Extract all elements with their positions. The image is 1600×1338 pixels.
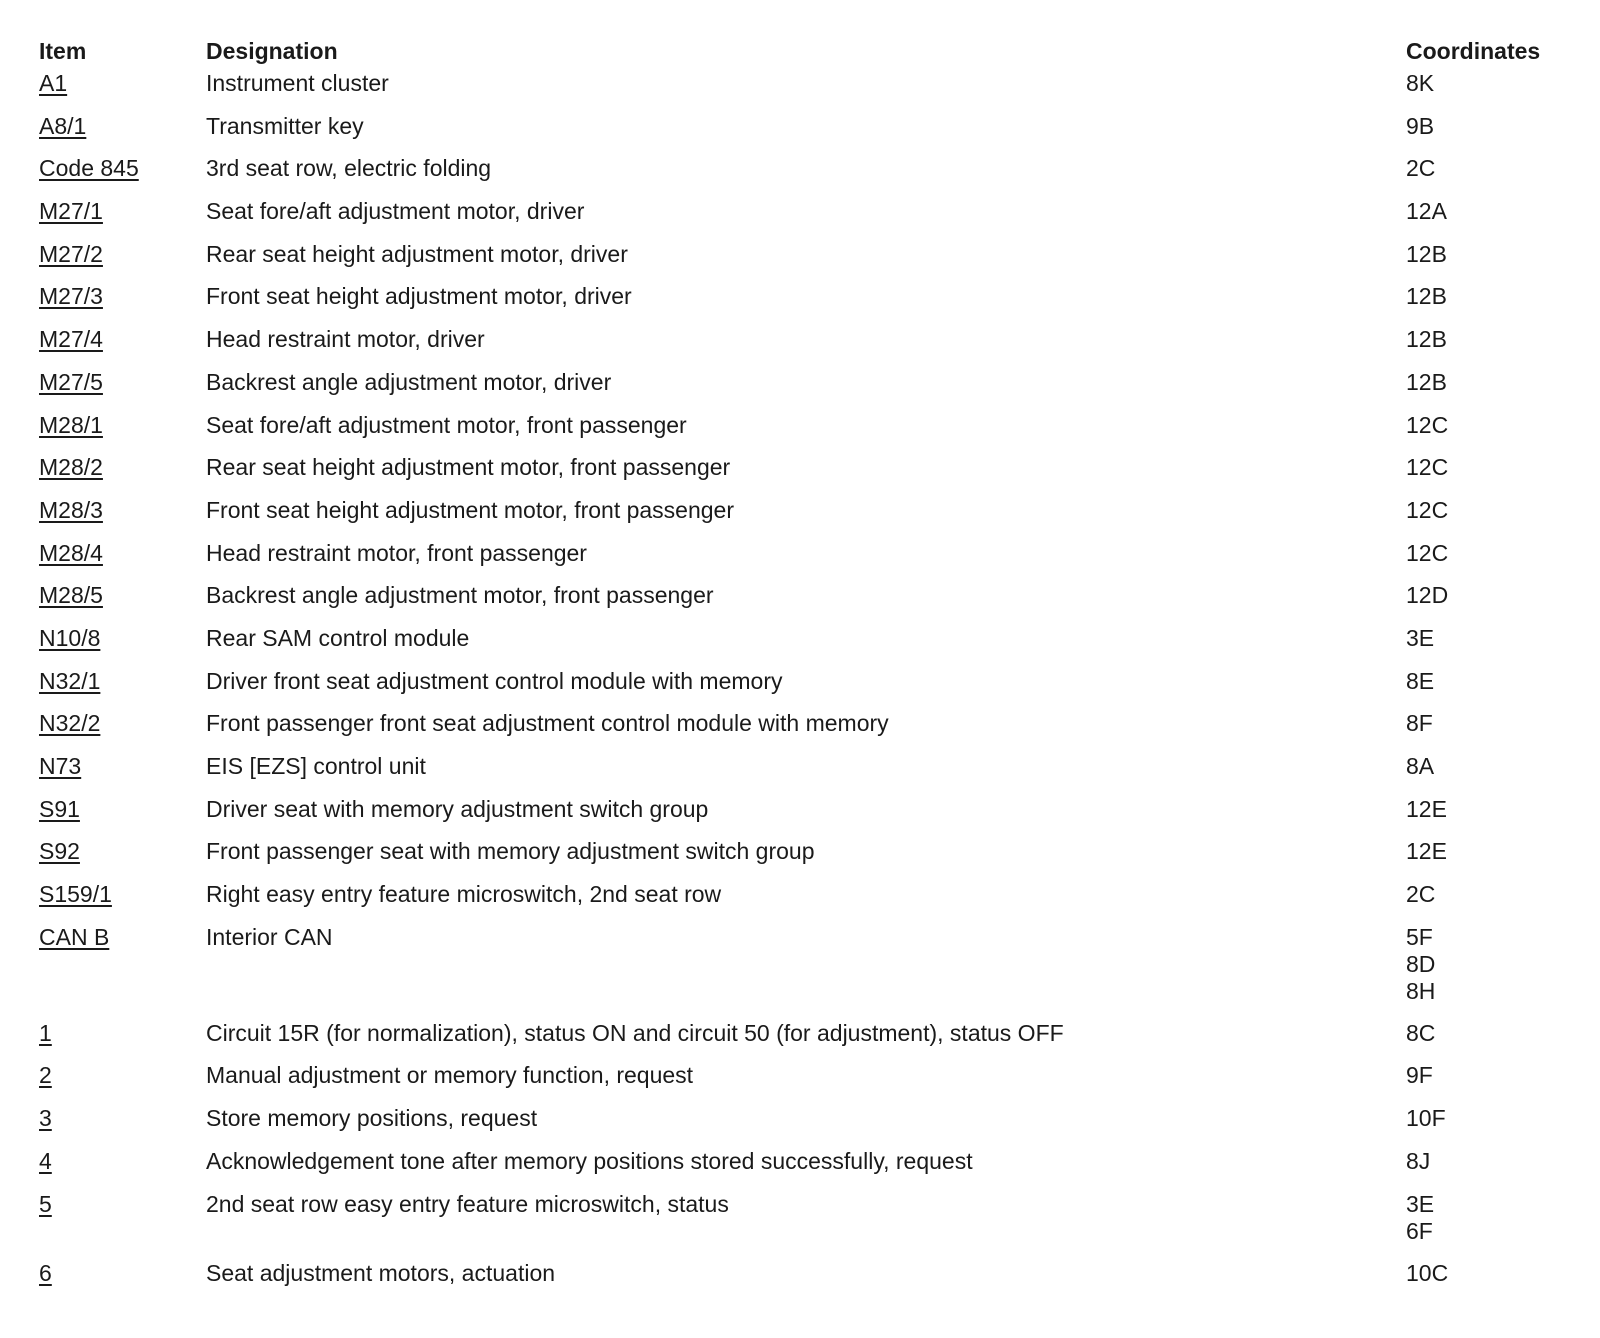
designation-cell: Driver front seat adjustment control module with memory	[206, 667, 783, 694]
item-link[interactable]: 1	[39, 1019, 52, 1046]
coordinate-value: 12B	[1406, 326, 1447, 353]
designation-cell: Circuit 15R (for normalization), status ON and circuit 50 (for adjustment), status OFF	[206, 1019, 1064, 1046]
item-link[interactable]: S92	[39, 838, 80, 865]
coordinates-cell	[1406, 454, 1579, 481]
item-cell	[39, 412, 206, 439]
coordinates-cell	[1406, 1062, 1579, 1089]
item-cell	[39, 70, 206, 97]
coordinates-cell	[1406, 710, 1579, 737]
table-row	[39, 369, 1579, 412]
designation-cell: Backrest angle adjustment motor, front passenger	[206, 582, 714, 609]
coordinate-value: 8J	[1406, 1147, 1431, 1174]
coordinates-cell	[1406, 283, 1579, 310]
item-link[interactable]: A1	[39, 70, 68, 96]
coordinate-value: 12E	[1406, 838, 1447, 865]
coordinate-value: 5F	[1406, 923, 1433, 950]
header-row	[39, 28, 1579, 70]
table-row	[39, 924, 1579, 1020]
table-row	[39, 668, 1579, 711]
item-link[interactable]: Code 845	[39, 155, 139, 182]
item-link[interactable]: 4	[39, 1147, 52, 1174]
item-cell	[39, 625, 206, 652]
item-link[interactable]: CAN B	[39, 923, 110, 950]
coordinates-cell	[1406, 369, 1579, 396]
coordinates-cell	[1406, 881, 1579, 908]
item-cell	[39, 198, 206, 225]
item-link[interactable]: M28/3	[39, 496, 103, 523]
table-row	[39, 412, 1579, 455]
designation-cell: Interior CAN	[206, 923, 333, 950]
table-row	[39, 1148, 1579, 1191]
coordinate-value: 2C	[1406, 155, 1436, 182]
designation-cell: Front seat height adjustment motor, front passenger	[206, 496, 735, 523]
item-link[interactable]: S159/1	[39, 881, 112, 908]
legend-rows	[39, 70, 1579, 1302]
designation-cell: 2nd seat row easy entry feature microswitch, status	[206, 1190, 729, 1217]
coordinate-value: 12B	[1406, 368, 1447, 395]
item-cell	[39, 155, 206, 182]
coordinate-value: 12B	[1406, 283, 1447, 310]
coordinate-value: 12A	[1406, 198, 1447, 225]
item-link[interactable]: A8/1	[39, 112, 87, 139]
designation-cell: Rear seat height adjustment motor, driver	[206, 240, 628, 267]
coordinate-value: 8D	[1406, 950, 1436, 977]
table-row	[39, 1260, 1579, 1303]
coordinate-value: 3E	[1406, 624, 1435, 651]
item-cell	[39, 838, 206, 865]
legend-table	[39, 28, 1579, 1302]
item-link[interactable]: M27/4	[39, 326, 103, 353]
designation-cell: Seat fore/aft adjustment motor, driver	[206, 198, 585, 225]
coordinates-cell	[1406, 241, 1579, 268]
coordinate-value: 12E	[1406, 795, 1447, 822]
coordinates-cell	[1406, 1105, 1579, 1132]
designation-cell: 3rd seat row, electric folding	[206, 155, 492, 182]
header-item: Item	[39, 38, 87, 64]
item-link[interactable]: 2	[39, 1062, 52, 1089]
coordinate-value: 12C	[1406, 539, 1449, 566]
item-cell	[39, 881, 206, 908]
designation-cell: Seat fore/aft adjustment motor, front passenger	[206, 411, 687, 438]
coordinates-cell	[1406, 113, 1579, 140]
item-cell	[39, 1148, 206, 1175]
designation-cell: Rear seat height adjustment motor, front passenger	[206, 454, 731, 481]
item-link[interactable]: M28/2	[39, 454, 103, 481]
coordinates-cell	[1406, 198, 1579, 225]
designation-cell: Front passenger front seat adjustment control module with memory	[206, 710, 889, 737]
table-row	[39, 497, 1579, 540]
item-cell	[39, 454, 206, 481]
item-cell	[39, 1062, 206, 1089]
coordinate-value: 10F	[1406, 1105, 1446, 1132]
designation-cell: Front seat height adjustment motor, driver	[206, 283, 632, 310]
coordinate-value: 12D	[1406, 582, 1449, 609]
designation-cell: Instrument cluster	[206, 70, 389, 96]
coordinate-value: 8C	[1406, 1019, 1436, 1046]
coordinate-value: 12C	[1406, 496, 1449, 523]
coordinate-value: 8H	[1406, 977, 1436, 1004]
item-cell	[39, 582, 206, 609]
designation-cell: Seat adjustment motors, actuation	[206, 1259, 556, 1286]
item-cell	[39, 1020, 206, 1047]
coordinate-value: 12B	[1406, 240, 1447, 267]
item-cell	[39, 753, 206, 780]
table-row	[39, 1191, 1579, 1260]
table-row	[39, 881, 1579, 924]
table-row	[39, 540, 1579, 583]
coordinate-value: 9B	[1406, 112, 1435, 139]
table-row	[39, 838, 1579, 881]
designation-cell: Manual adjustment or memory function, request	[206, 1062, 694, 1089]
designation-cell: Transmitter key	[206, 112, 364, 139]
coordinates-cell	[1406, 412, 1579, 439]
table-row	[39, 283, 1579, 326]
designation-cell: Right easy entry feature microswitch, 2nd seat row	[206, 881, 722, 908]
designation-cell: Front passenger seat with memory adjustment switch group	[206, 838, 815, 865]
item-cell	[39, 283, 206, 310]
item-link[interactable]: S91	[39, 795, 80, 822]
coordinates-cell	[1406, 838, 1579, 865]
item-link[interactable]: N32/2	[39, 710, 101, 737]
designation-cell: Head restraint motor, front passenger	[206, 539, 587, 566]
item-link[interactable]: 6	[39, 1259, 52, 1286]
coordinate-value: 8A	[1406, 753, 1435, 779]
coordinates-cell	[1406, 1191, 1579, 1245]
item-link[interactable]: N32/1	[39, 667, 101, 694]
coordinate-value: 8K	[1406, 70, 1435, 96]
table-row	[39, 710, 1579, 753]
table-row	[39, 753, 1579, 796]
designation-cell: Acknowledgement tone after memory positions stored successfully, request	[206, 1147, 973, 1174]
item-cell	[39, 540, 206, 567]
coordinate-value: 8F	[1406, 710, 1433, 737]
item-cell	[39, 1191, 206, 1218]
item-cell	[39, 710, 206, 737]
item-cell	[39, 241, 206, 268]
table-row	[39, 1105, 1579, 1148]
item-link[interactable]: N73	[39, 753, 82, 779]
coordinates-cell	[1406, 924, 1579, 1005]
item-link[interactable]: M28/4	[39, 539, 103, 566]
coordinates-cell	[1406, 540, 1579, 567]
item-cell	[39, 796, 206, 823]
item-cell	[39, 369, 206, 396]
coordinates-cell	[1406, 70, 1579, 97]
designation-cell: Rear SAM control module	[206, 624, 470, 651]
item-link[interactable]: M28/1	[39, 411, 103, 438]
coordinate-value: 2C	[1406, 881, 1436, 908]
coordinates-cell	[1406, 497, 1579, 524]
designation-cell: Backrest angle adjustment motor, driver	[206, 368, 612, 395]
item-link[interactable]: M27/3	[39, 283, 103, 310]
table-row	[39, 113, 1579, 156]
item-cell	[39, 113, 206, 140]
header-coordinates: Coordinates	[1406, 38, 1541, 64]
coordinate-value: 9F	[1406, 1062, 1433, 1089]
table-row	[39, 198, 1579, 241]
item-cell	[39, 497, 206, 524]
coordinates-cell	[1406, 155, 1579, 182]
item-link[interactable]: M27/5	[39, 368, 103, 395]
item-link[interactable]: 3	[39, 1105, 52, 1132]
designation-cell: Driver seat with memory adjustment switch group	[206, 795, 709, 822]
designation-cell: Head restraint motor, driver	[206, 326, 485, 353]
coordinates-cell	[1406, 1020, 1579, 1047]
coordinates-cell	[1406, 582, 1579, 609]
item-cell	[39, 668, 206, 695]
coordinates-cell	[1406, 668, 1579, 695]
coordinate-value: 8E	[1406, 667, 1435, 694]
item-link[interactable]: M27/2	[39, 240, 103, 267]
item-cell	[39, 1260, 206, 1287]
table-row	[39, 582, 1579, 625]
table-row	[39, 155, 1579, 198]
coordinate-value: 6F	[1406, 1217, 1433, 1244]
table-row	[39, 70, 1579, 113]
table-row	[39, 796, 1579, 839]
item-link[interactable]: N10/8	[39, 624, 101, 651]
table-row	[39, 625, 1579, 668]
coordinates-cell	[1406, 625, 1579, 652]
table-row	[39, 454, 1579, 497]
item-cell	[39, 924, 206, 951]
table-row	[39, 326, 1579, 369]
item-cell	[39, 326, 206, 353]
coordinate-value: 10C	[1406, 1259, 1449, 1286]
coordinates-cell	[1406, 753, 1579, 780]
coordinate-value: 12C	[1406, 411, 1449, 438]
coordinates-cell	[1406, 1148, 1579, 1175]
coordinate-value: 12C	[1406, 454, 1449, 481]
coordinates-cell	[1406, 796, 1579, 823]
table-row	[39, 1062, 1579, 1105]
table-row	[39, 1020, 1579, 1063]
item-link[interactable]: 5	[39, 1190, 52, 1217]
item-link[interactable]: M27/1	[39, 198, 103, 225]
table-row	[39, 241, 1579, 284]
item-cell	[39, 1105, 206, 1132]
designation-cell: EIS [EZS] control unit	[206, 753, 426, 779]
coordinate-value: 3E	[1406, 1190, 1435, 1217]
designation-cell: Store memory positions, request	[206, 1105, 538, 1132]
item-link[interactable]: M28/5	[39, 582, 103, 609]
coordinates-cell	[1406, 326, 1579, 353]
coordinates-cell	[1406, 1260, 1579, 1287]
header-designation: Designation	[206, 38, 338, 64]
